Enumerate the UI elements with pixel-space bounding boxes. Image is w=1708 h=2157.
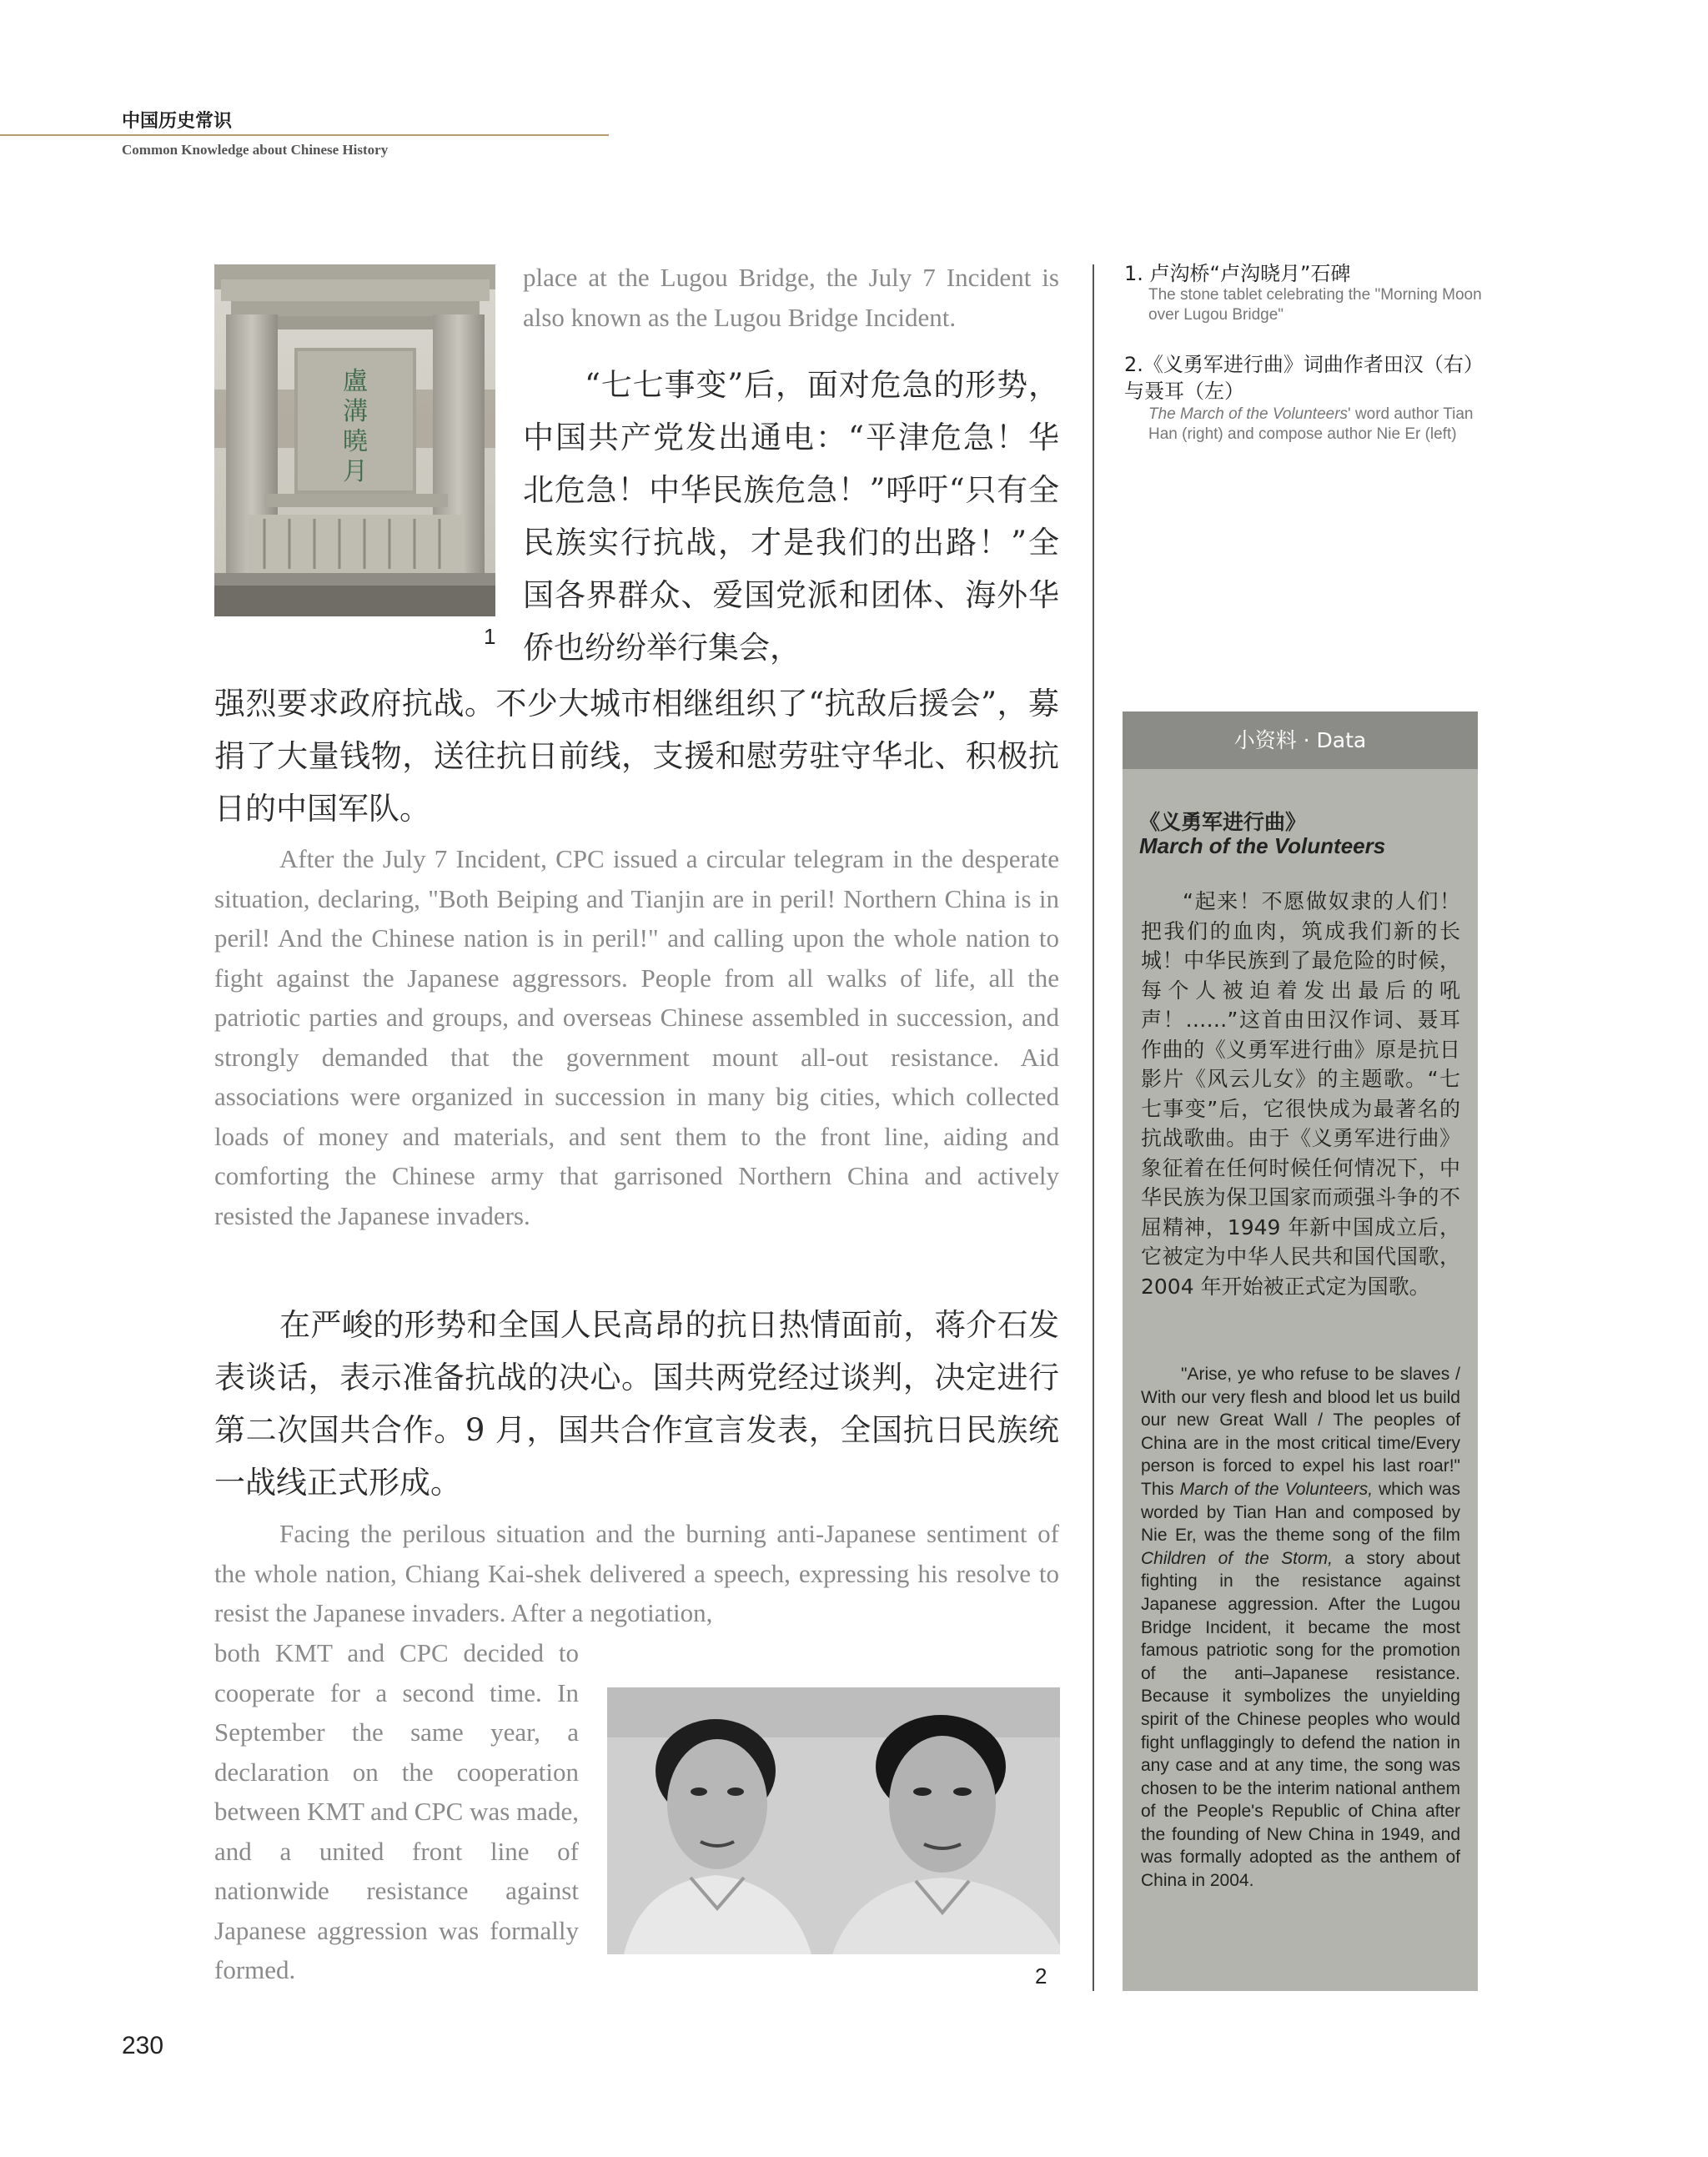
figure-number-2: 2	[1035, 1963, 1047, 1989]
sidebar-en-part-3: a story about fighting in the resistance against Japanese aggression. After the Lugou Bridge Incident, it became the most famous patriotic song for the promotion of the anti–Japanese resistance. Because it symbolizes the unyielding spirit of the Chinese peoples who would fight unflaggingly to defend the nation in any case and at any time, the song was chosen to be the interim national anthem of the People's Republic of China after the founding of New China in 1949, and was formally adopted as the anthem of China in 2004.	[1141, 1548, 1460, 1891]
sidebar-title-en: March of the Volunteers	[1139, 833, 1386, 858]
sidebar-header: 小资料 · Data	[1123, 711, 1478, 769]
sidebar-en-italic-1: March of the Volunteers,	[1179, 1479, 1374, 1499]
tablet-char-3: 曉	[343, 427, 368, 456]
column-divider	[1093, 264, 1094, 1991]
stone-tablet-illustration	[214, 264, 495, 616]
sidebar-body-en	[1141, 1363, 1460, 1893]
caption-1-en: The stone tablet celebrating the "Morning Moon over Lugou Bridge"	[1148, 286, 1482, 324]
paragraph-en-3: After the July 7 Incident, CPC issued a circular telegram in the desperate situation, declaring, "Both Beiping and Tianjin are in peril! Northern China is in peril! And the Chinese nation is in peril!" and calling upon the whole nation to fight against the Japanese aggressors. People from all walks of life, all the patriotic parties and groups, and overseas Chinese assembled in succession, and strongly demanded that the government mount all-out resistance. Aid associations were organized in succession in many big cities, which collected loads of money and materials, and sent them to the front line, aiding and comforting the Chinese army that garrisoned Northern China and actively resisted the Japanese invaders.	[214, 844, 1059, 1230]
figure-number-1: 1	[484, 624, 496, 649]
sidebar-title-cn: 《义勇军进行曲》	[1139, 810, 1307, 834]
caption-2-title: 2.《义勇军进行曲》词曲作者田汉（右）与聂耳（左）	[1124, 353, 1474, 403]
running-header-cn: 中国历史常识	[122, 110, 233, 132]
paragraph-cn-2a: “七七事变”后，面对危急的形势，中国共产党发出通电：“平津危急！华北危急！中华民族危急！”呼吁“只有全民族实行抗战，才是我们的出路！”全国各界群众、爱国党派和团体、海外华侨也纷纷举行集会，	[523, 367, 1059, 666]
tablet-char-4: 月	[343, 457, 368, 486]
paragraph-cn-4: 在严峻的形势和全国人民高昂的抗日热情面前，蒋介石发表谈话，表示准备抗战的决心。国共两党经过谈判，决定进行第二次国共合作。9 月，国共合作宣言发表，全国抗日民族统一战线正式形成。	[214, 1307, 1059, 1501]
running-header-en: Common Knowledge about Chinese History	[122, 142, 389, 158]
sidebar-en-part-1: "Arise, ye who refuse to be slaves / With our very flesh and blood let us build our new Great Wall / The peoples of China are in the most critical time/Every person is forced to expel his last roar!" This	[1141, 1365, 1460, 1499]
caption-2-en-title: The March of the Volunteers	[1148, 405, 1349, 423]
caption-2-en	[1148, 405, 1482, 445]
paragraph-cn-2b: 强烈要求政府抗战。不少大城市相继组织了“抗敌后援会”，募捐了大量钱物，送往抗日前线，支援和慰劳驻守华北、积极抗日的中国军队。	[214, 686, 1059, 827]
portrait-illustration	[607, 1687, 1060, 1954]
portrait-photo	[607, 1687, 1060, 1954]
sidebar-en-italic-2: Children of the Storm,	[1141, 1548, 1333, 1568]
paragraph-en-5a: Facing the perilous situation and the burning anti-Japanese sentiment of the whole nation, Chiang Kai-shek delivered a speech, expressing his resolve to resist the Japanese invaders. After a negotiation,	[214, 1519, 1059, 1627]
page-number: 230	[122, 2032, 164, 2059]
header-rule	[0, 134, 609, 136]
paragraph-en-5b: both KMT and CPC decided to cooperate for a second time. In September the same year, a declaration on the cooperation between KMT and CPC was made, and a united front line of nationwide resistance against Japanese aggression was formally formed.	[214, 1638, 579, 1984]
tablet-char-1: 盧	[343, 367, 368, 396]
caption-2-en-rest: ' word author Tian Han (right) and compose author Nie Er (left)	[1148, 405, 1474, 443]
stone-tablet-photo	[214, 264, 495, 616]
tablet-char-2: 溝	[343, 397, 368, 426]
paragraph-en-1: place at the Lugou Bridge, the July 7 Incident is also known as the Lugou Bridge Incident.	[523, 263, 1059, 332]
caption-1-title: 1. 卢沟桥“卢沟晓月”石碑	[1124, 262, 1351, 285]
sidebar-en-part-2: which was worded by Tian Han and composed by Nie Er, was the theme song of the film	[1141, 1479, 1460, 1546]
sidebar-body-cn: “起来！不愿做奴隶的人们！把我们的血肉，筑成我们新的长城！中华民族到了最危险的时候，每个人被迫着发出最后的吼声！……”这首由田汉作词、聂耳作曲的《义勇军进行曲》原是抗日影片《风云儿女》的主题歌。“七七事变”后，它很快成为最著名的抗战歌曲。由于《义勇军进行曲》象征着在任何时候任何情况下，中华民族为保卫国家而顽强斗争的不屈精神，1949 年新中国成立后，它被定为中华人民共和国代国歌，2004 年开始被正式定为国歌。	[1141, 889, 1460, 1299]
